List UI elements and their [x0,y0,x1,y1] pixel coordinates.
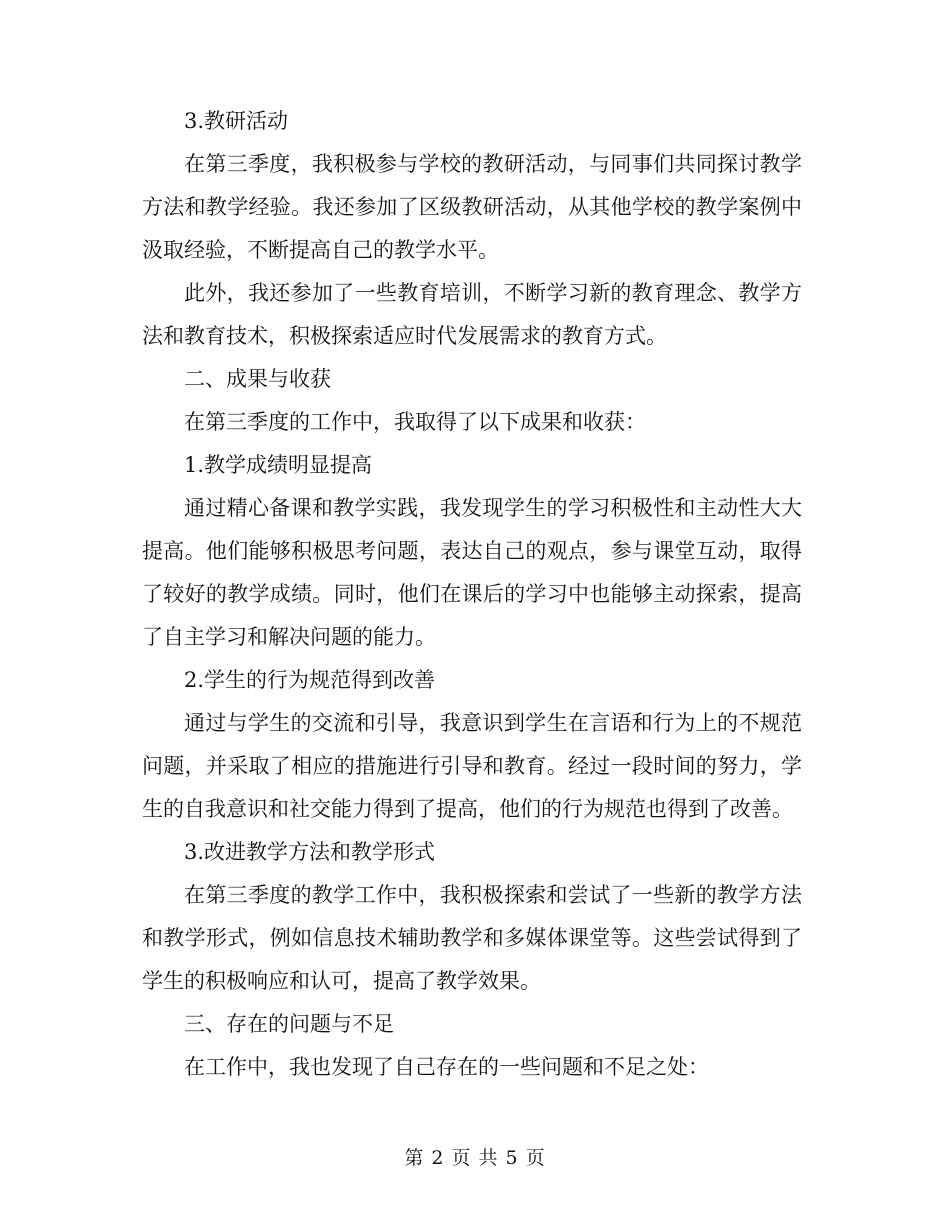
paragraph: 通过精心备课和教学实践，我发现学生的学习积极性和主动性大大提高。他们能够积极思考问题，表达自己的观点，参与课堂互动，取得了较好的教学成绩。同时，他们在课后的学习中也能够主动探索，提高了自主学习和解决问题的能力。 [142,496,802,649]
section-heading-results: 二、成果与收获 [184,367,331,391]
subheading-behavior: 2.学生的行为规范得到改善 [184,668,436,692]
paragraph: 此外，我还参加了一些教育培训，不断学习新的教育理念、教学方法和教育技术，积极探索适应时代发展需求的教育方式。 [142,281,802,348]
paragraph: 在第三季度，我积极参与学校的教研活动，与同事们共同探讨教学方法和教学经验。我还参加了区级教研活动，从其他学校的教学案例中汲取经验，不断提高自己的教学水平。 [142,152,802,262]
paragraph: 在第三季度的工作中，我取得了以下成果和收获： [184,410,646,434]
section-heading-problems: 三、存在的问题与不足 [184,1012,394,1036]
paragraph: 在工作中，我也发现了自己存在的一些问题和不足之处： [184,1055,709,1079]
paragraph: 在第三季度的教学工作中，我积极探索和尝试了一些新的教学方法和教学形式，例如信息技术辅助教学和多媒体课堂等。这些尝试得到了学生的积极响应和认可，提高了教学效果。 [142,883,802,993]
paragraph: 通过与学生的交流和引导，我意识到学生在言语和行为上的不规范问题，并采取了相应的措施进行引导和教育。经过一段时间的努力，学生的自我意识和社交能力得到了提高，他们的行为规范也得到了改善。 [142,711,802,821]
subheading-teaching-research: 3.教研活动 [184,109,289,133]
subheading-methods: 3.改进教学方法和教学形式 [184,840,436,864]
subheading-grades: 1.教学成绩明显提高 [184,453,373,477]
document-body [142,100,802,1089]
page-number-footer: 第 2 页 共 5 页 [404,1147,546,1169]
